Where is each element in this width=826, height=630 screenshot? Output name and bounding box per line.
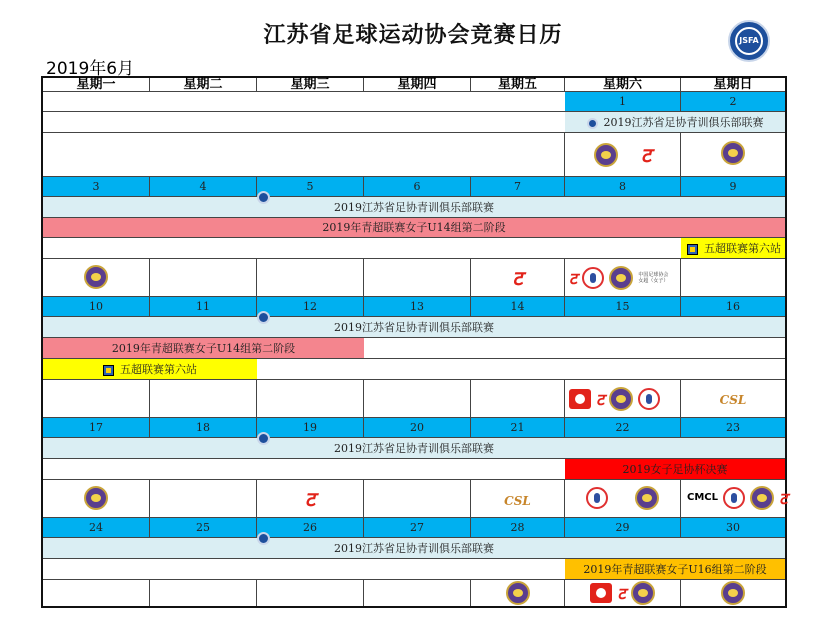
month-label: 2019年6月 xyxy=(46,59,135,79)
event-youth-league: 2019江苏省足协青训俱乐部联赛 xyxy=(43,438,785,459)
date-12: 12 xyxy=(257,297,364,317)
cfa-dragon-icon: ट xyxy=(596,390,605,409)
jsfa-icon xyxy=(635,486,659,510)
event-u16-women: 2019年青超联赛女子U16组第二阶段 xyxy=(565,559,785,580)
date-17: 17 xyxy=(43,418,150,438)
jsfa-icon xyxy=(609,266,633,290)
date-10: 10 xyxy=(43,297,150,317)
week5-event-row-1 xyxy=(43,538,785,559)
date-20: 20 xyxy=(364,418,471,438)
date-19: 19 xyxy=(257,418,364,438)
date-18: 18 xyxy=(150,418,257,438)
cfa-women-icon xyxy=(638,388,660,410)
women-cup-icon xyxy=(569,389,591,409)
date-30: 30 xyxy=(681,518,785,538)
page-title: 江苏省足球运动协会竞赛日历 xyxy=(263,23,563,48)
week1-event-row xyxy=(43,112,785,133)
event-u14-women: 2019年青超联赛女子U14组第二阶段 xyxy=(43,338,364,359)
week3-logo-row xyxy=(43,380,785,418)
csl-logo: CSL xyxy=(504,493,531,508)
week2-event-row-1 xyxy=(43,197,785,218)
weekday-mon: 星期一 xyxy=(43,78,150,92)
event-youth-league: 2019江苏省足协青训俱乐部联赛 xyxy=(43,317,785,338)
date-8: 8 xyxy=(565,177,681,197)
week1-logo-row xyxy=(43,133,785,177)
date-14: 14 xyxy=(471,297,565,317)
event-youth-league: 2019江苏省足协青训俱乐部联赛 xyxy=(43,197,785,218)
week4-date-row xyxy=(43,418,785,438)
cmcl-logo: CMCL xyxy=(687,492,719,503)
date-26: 26 xyxy=(257,518,364,538)
date-29: 29 xyxy=(565,518,681,538)
week2-event-row-2 xyxy=(43,218,785,238)
five-a-side-icon xyxy=(103,365,114,376)
week5-date-row xyxy=(43,518,785,538)
weekday-tue: 星期二 xyxy=(150,78,257,92)
cfa-dragon-icon: ट xyxy=(512,266,523,290)
date-13: 13 xyxy=(364,297,471,317)
weekday-header-row xyxy=(43,78,785,92)
week4-event-row-2 xyxy=(43,459,785,480)
cfa-women-icon xyxy=(582,267,604,289)
event-women-fa-cup-final: 2019女子足协杯决赛 xyxy=(565,459,785,480)
event-five-a-side: 五超联赛第六站 xyxy=(681,238,785,259)
weekday-wed: 星期三 xyxy=(257,78,364,92)
date-27: 27 xyxy=(364,518,471,538)
date-23: 23 xyxy=(681,418,785,438)
week4-logo-row xyxy=(43,480,788,518)
date-2: 2 xyxy=(681,92,785,112)
week5-event-row-2 xyxy=(43,559,785,580)
jsfa-mini-icon xyxy=(257,532,270,545)
jsfa-icon xyxy=(84,486,108,510)
jsfa-mini-icon xyxy=(257,311,270,324)
date-24: 24 xyxy=(43,518,150,538)
date-15: 15 xyxy=(565,297,681,317)
weekday-thu: 星期四 xyxy=(364,78,471,92)
cfa-dragon-icon: ट xyxy=(304,487,316,511)
week2-logo-row xyxy=(43,259,785,297)
week1-date-row xyxy=(43,92,785,112)
jsfa-icon xyxy=(721,141,745,165)
date-5: 5 xyxy=(257,177,364,197)
women-cup-icon xyxy=(590,583,612,603)
cfa-dragon-icon: ट xyxy=(779,489,788,508)
jsfa-icon xyxy=(631,581,655,605)
date-28: 28 xyxy=(471,518,565,538)
event-u14-women: 2019年青超联赛女子U14组第二阶段 xyxy=(43,218,785,238)
date-1: 1 xyxy=(565,92,681,112)
date-22: 22 xyxy=(565,418,681,438)
week2-event-row-3 xyxy=(43,238,785,259)
week3-event-row-2 xyxy=(43,338,785,359)
cfa-dragon-icon: ट xyxy=(641,143,652,167)
date-11: 11 xyxy=(150,297,257,317)
event-youth-league: 2019江苏省足协青训俱乐部联赛 xyxy=(43,538,785,559)
calendar-grid xyxy=(41,76,787,608)
csl-logo: CSL xyxy=(719,392,747,407)
jsfa-icon xyxy=(84,265,108,289)
cfa-women-icon xyxy=(723,487,745,509)
event-five-a-side: 五超联赛第六站 xyxy=(43,359,257,380)
cfa-dragon-icon: ट xyxy=(617,584,626,603)
jsfa-mini-icon xyxy=(587,118,598,129)
week5-logo-row xyxy=(43,580,785,606)
event-youth-league: 2019江苏省足协青训俱乐部联赛 xyxy=(565,112,785,133)
jsfa-mini-icon xyxy=(257,432,270,445)
week4-event-row-1 xyxy=(43,438,785,459)
week3-date-row xyxy=(43,297,785,317)
date-6: 6 xyxy=(364,177,471,197)
date-16: 16 xyxy=(681,297,785,317)
week3-event-row-1 xyxy=(43,317,785,338)
jsfa-icon xyxy=(721,581,745,605)
jsfa-icon xyxy=(594,143,618,167)
weekday-fri: 星期五 xyxy=(471,78,565,92)
jsfa-icon xyxy=(506,581,530,605)
cfa-women-text: 中国足球协会女超（女子） xyxy=(638,272,669,284)
jsfa-logo xyxy=(728,20,770,62)
jsfa-icon xyxy=(609,387,633,411)
date-4: 4 xyxy=(150,177,257,197)
jsfa-mini-icon xyxy=(257,191,270,204)
weekday-sat: 星期六 xyxy=(565,78,681,92)
five-a-side-icon xyxy=(687,244,698,255)
weekday-sun: 星期日 xyxy=(681,78,785,92)
cfa-women-icon xyxy=(586,487,608,509)
date-25: 25 xyxy=(150,518,257,538)
date-21: 21 xyxy=(471,418,565,438)
cfa-dragon-icon: ट xyxy=(569,269,578,288)
date-9: 9 xyxy=(681,177,785,197)
date-3: 3 xyxy=(43,177,150,197)
week3-event-row-3 xyxy=(43,359,785,380)
jsfa-logo-text: JSFA xyxy=(735,27,763,55)
jsfa-icon xyxy=(750,486,774,510)
week2-date-row xyxy=(43,177,785,197)
date-7: 7 xyxy=(471,177,565,197)
